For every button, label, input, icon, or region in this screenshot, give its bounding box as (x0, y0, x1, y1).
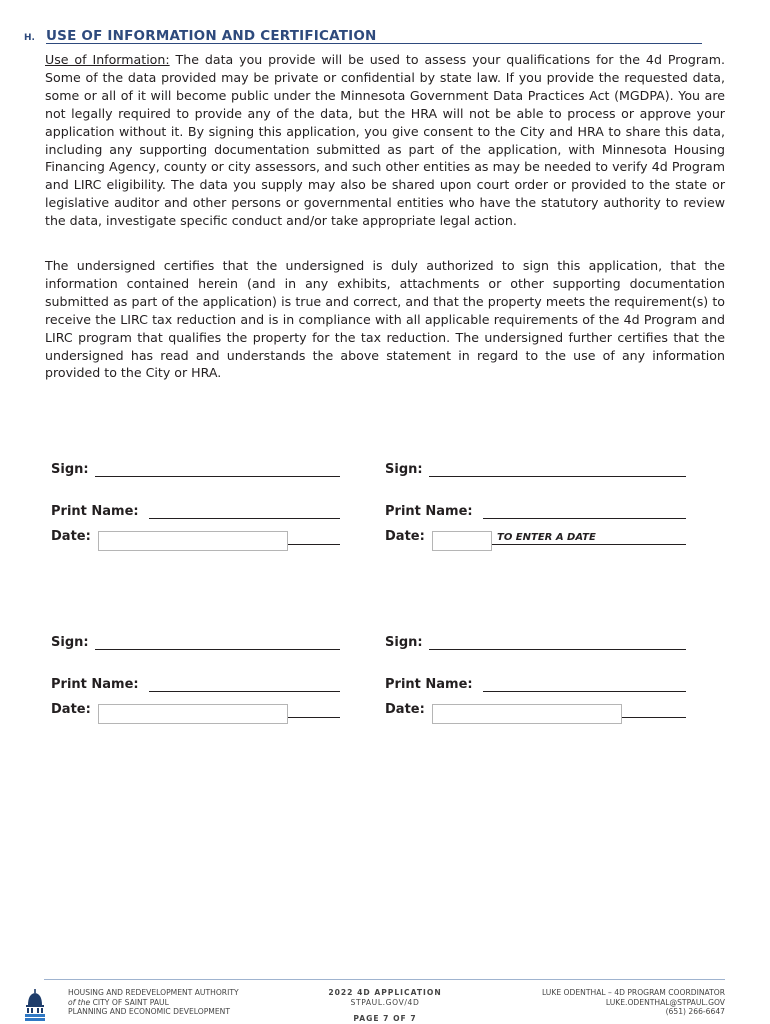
section-letter: H. (24, 33, 35, 43)
date-label: Date: (385, 529, 425, 544)
print-name-line[interactable] (483, 518, 686, 519)
date-line (288, 717, 340, 718)
footer-org-of-the: of the (68, 997, 91, 1007)
print-name-label: Print Name: (385, 677, 473, 692)
sign-line[interactable] (429, 476, 686, 477)
sign-line[interactable] (95, 649, 340, 650)
footer-organization (68, 988, 239, 1017)
date-input[interactable] (98, 704, 288, 724)
print-name-label: Print Name: (385, 504, 473, 519)
date-label: Date: (51, 702, 91, 717)
footer-contact-email: LUKE.ODENTHAL@STPAUL.GOV (605, 997, 725, 1007)
date-line (288, 544, 340, 545)
print-name-label: Print Name: (51, 677, 139, 692)
footer-org-line3: PLANNING AND ECONOMIC DEVELOPMENT (68, 1007, 230, 1016)
sign-label: Sign: (51, 635, 89, 650)
footer-application (295, 988, 475, 1007)
footer-application-title: 2022 4D APPLICATION (328, 988, 442, 997)
sign-label: Sign: (385, 462, 423, 477)
date-input[interactable] (432, 531, 492, 551)
sign-label: Sign: (51, 462, 89, 477)
use-of-information-lead: Use of Information: (45, 52, 170, 67)
section-divider (46, 43, 702, 44)
use-of-information-paragraph (45, 51, 725, 230)
use-of-information-body: The data you provide will be used to assess your qualifications for the 4d Program. Some of the data provided may be private or confidential by state law. If you provide the requested data, some or all of it will become public under the Minnesota Government Data Practices Act (MGDPA). You are not legally required to provide any of the data, but the HRA will not be able to process or approve your application without it. By signing this application, you give consent to the City and HRA to share this data, including any supporting documentation submitted as part of the application, with Minnesota Housing Financing Agency, county or city assessors, and such other entities as may be needed to verify 4d Program and LIRC eligibility. The data you supply may also be shared upon court order or provided to the state or legislative auditor and other persons or governmental entities who have the statutory authority to review the data, investigate specific conduct and/or take appropriate legal action. (45, 52, 725, 229)
print-name-line[interactable] (149, 518, 340, 519)
date-label: Date: (51, 529, 91, 544)
footer-divider (44, 979, 725, 980)
print-name-line[interactable] (483, 691, 686, 692)
print-name-label: Print Name: (51, 504, 139, 519)
date-input[interactable] (98, 531, 288, 551)
date-label: Date: (385, 702, 425, 717)
date-line (492, 544, 686, 545)
footer-contact-phone: (651) 266-6647 (665, 1007, 725, 1016)
footer-org-line1: HOUSING AND REDEVELOPMENT AUTHORITY (68, 988, 239, 997)
section-title: USE OF INFORMATION AND CERTIFICATION (46, 28, 377, 44)
date-line (622, 717, 686, 718)
date-input[interactable] (432, 704, 622, 724)
sign-line[interactable] (429, 649, 686, 650)
footer-website: STPAUL.GOV/4D (350, 997, 420, 1007)
footer-org-city: CITY OF SAINT PAUL (90, 997, 169, 1007)
print-name-line[interactable] (149, 691, 340, 692)
date-input-hint: TO ENTER A DATE (497, 532, 596, 543)
page-number: PAGE 7 OF 7 (353, 1014, 417, 1023)
capitol-dome-logo-icon (24, 988, 46, 1024)
footer-org-line2 (68, 998, 239, 1008)
sign-label: Sign: (385, 635, 423, 650)
footer-contact-name: LUKE ODENTHAL – 4D PROGRAM COORDINATOR (541, 988, 725, 997)
certification-paragraph: The undersigned certifies that the undersigned is duly authorized to sign this application, that the information contained herein (and in any exhibits, attachments or other supporting documentation submitted as part of the application) is true and correct, and that the property meets the requirement(s) to receive the LIRC tax reduction and is in compliance with all applicable requirements of the 4d Program and LIRC program that qualifies the property for the tax reduction. The undersigned further certifies that the undersigned has read and understands the above statement in regard to the use of any information provided to the City or HRA. (45, 258, 725, 381)
sign-line[interactable] (95, 476, 340, 477)
footer-contact (470, 988, 725, 1017)
